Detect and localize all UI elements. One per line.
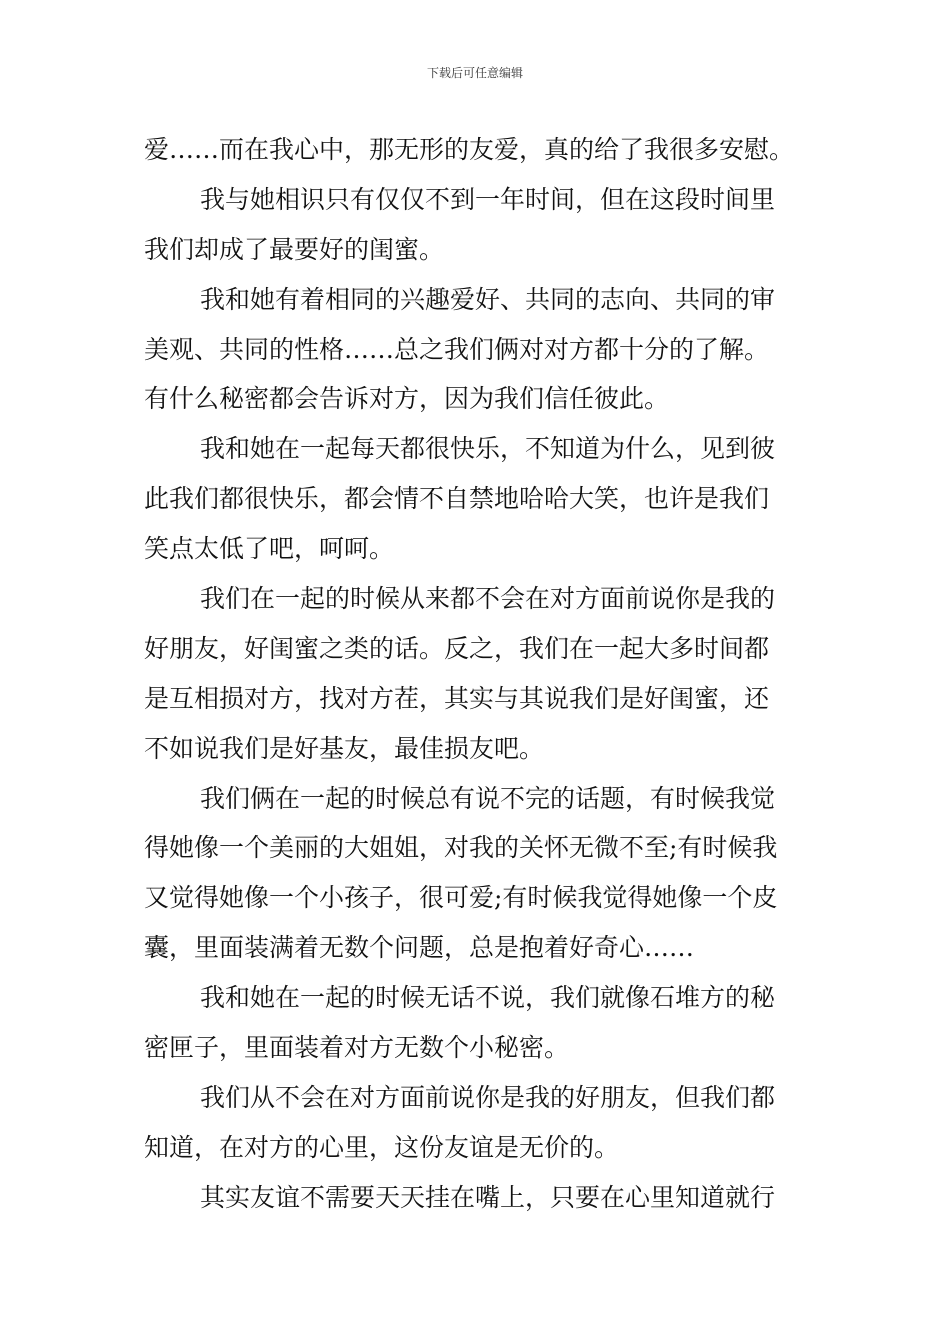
text-line: 我和她在一起的时候无话不说，我们就像石堆方的秘 [200,983,776,1013]
text-line: 爱……而在我心中，那无形的友爱，真的给了我很多安慰。 [144,135,795,164]
text-line: 我们俩在一起的时候总有说不完的话题，有时候我觉 [200,783,776,813]
text-line: 又觉得她像一个小孩子，很可爱;有时候我觉得她像一个皮 [144,883,778,913]
text-line: 知道，在对方的心里，这份友谊是无价的。 [144,1132,620,1162]
text-line: 得她像一个美丽的大姐姐，对我的关怀无微不至;有时候我 [144,833,778,863]
text-line: 不如说我们是好基友，最佳损友吧。 [144,733,545,763]
text-line: 我和她有着相同的兴趣爱好、共同的志向、共同的审 [200,284,776,314]
text-line: 是互相损对方，找对方茬，其实与其说我们是好闺蜜，还 [144,683,770,713]
text-line: 我们却成了最要好的闺蜜。 [144,234,445,264]
body-text [144,125,810,1223]
text-line: 我们从不会在对方面前说你是我的好朋友，但我们都 [200,1082,776,1112]
text-line: 好朋友，好闺蜜之类的话。反之，我们在一起大多时间都 [144,633,770,663]
text-line: 我与她相识只有仅仅不到一年时间，但在这段时间里 [200,184,776,214]
text-line: 笑点太低了吧，呵呵。 [144,534,395,564]
text-line: 美观、共同的性格……总之我们俩对对方都十分的了解。 [144,334,770,364]
text-line: 我和她在一起每天都很快乐，不知道为什么，见到彼 [200,434,776,464]
text-line: 我们在一起的时候从来都不会在对方面前说你是我的 [200,584,776,614]
text-line: 此我们都很快乐，都会情不自禁地哈哈大笑，也许是我们 [144,484,770,514]
text-line: 其实友谊不需要天天挂在嘴上，只要在心里知道就行 [200,1182,776,1212]
text-line: 有什么秘密都会告诉对方，因为我们信任彼此。 [144,384,670,414]
text-line: 囊，里面装满着无数个问题，总是抱着好奇心…… [144,933,695,963]
page-header: 下载后可任意编辑 [426,66,523,80]
text-line: 密匣子，里面装着对方无数个小秘密。 [144,1033,570,1063]
